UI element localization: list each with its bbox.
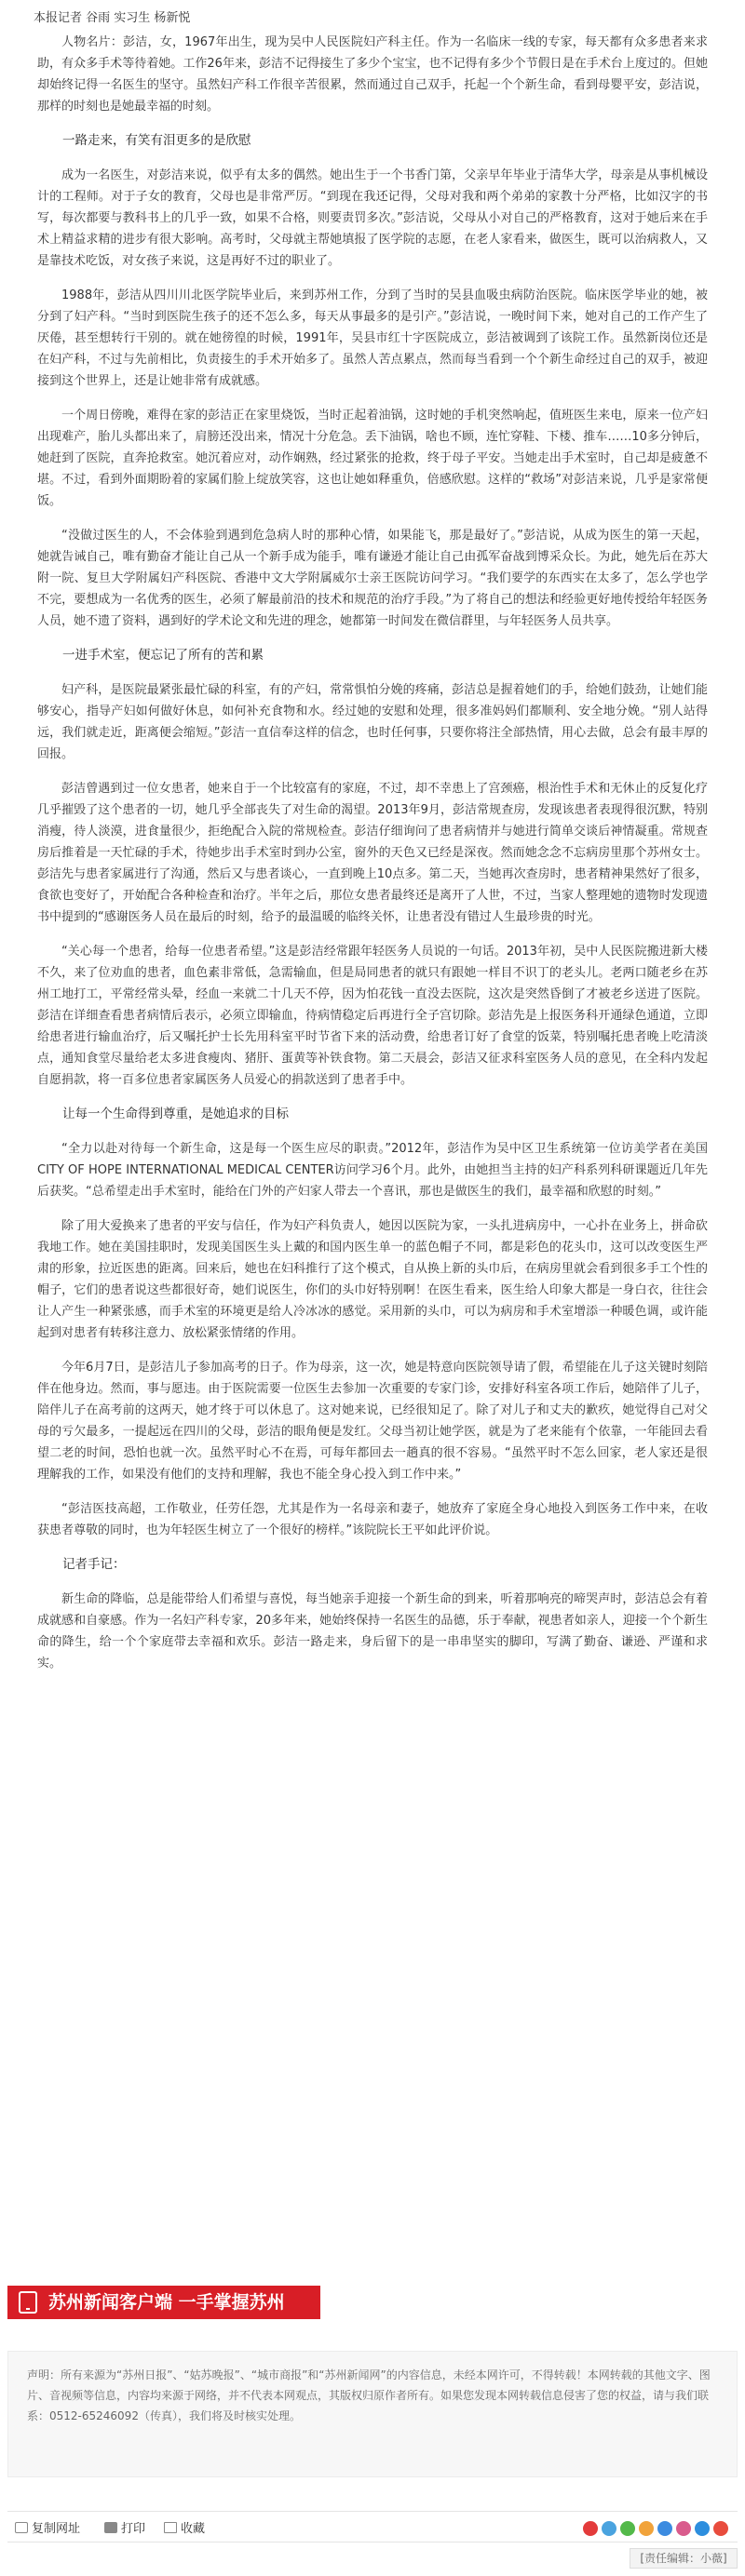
byline: 本报记者 谷雨 实习生 杨新悦 [34, 11, 191, 25]
share-icons [579, 2518, 728, 2535]
print-label: 打印 [121, 2522, 146, 2536]
share-icon[interactable] [620, 2521, 635, 2536]
phone-icon [19, 2291, 37, 2314]
disclaimer-box [7, 2351, 738, 2477]
share-icon[interactable] [713, 2521, 728, 2536]
disclaimer-text: 声明：所有来源为“苏州日报”、“姑苏晚报”、“城市商报”和“苏州新闻网”的内容信息，未经本网许可，不得转载！本网转载的其他文字、图片、音视频等信息，内容均来源于网络，并不代表本网观点，其版权归原作者所有。如果您发现本网转载信息侵害了您的权益，请与我们联系：0512-65246092（传真），我们将及时核实处理。 [27, 2368, 711, 2422]
article-paragraph: 新生命的降临，总是能带给人们希望与喜悦，每当她亲手迎接一个新生命的到来，听着那响亮的啼哭声时，彭洁总会有着成就感和自豪感。作为一名妇产科专家，20多年来，她始终保持一名医生的品德，乐于奉献，视患者如亲人，迎接一个个新生命的降生，给一个个家庭带去幸福和欢乐。彭洁一路走来，身后留下的是一串串坚实的脚印，写满了勤奋、谦逊、严谨和求实。 [37, 1592, 708, 1670]
favorite-label: 收藏 [181, 2522, 206, 2536]
copy-url-label: 复制网址 [32, 2522, 81, 2536]
responsible-editor: [责任编辑：小薇] [630, 2548, 738, 2569]
section-heading: 让每一个生命得到尊重，是她追求的目标 [62, 1107, 289, 1121]
section-heading: 记者手记： [62, 1557, 126, 1572]
article-paragraph: 1988年，彭洁从四川川北医学院毕业后，来到苏州工作，分到了当时的吴县血吸虫病防治医院。临床医学毕业的她，被分到了妇产科。“当时到医院生孩子的还不怎么多，每天从事最多的是引产。”彭洁说，一晚时间下来，她对自己的工作产生了厌倦，甚至想转行干别的。就在她徬徨的时候，1991年，吴县市红十字医院成立，彭洁被调到了该院工作。虽然新岗位还是在妇产科，不过与先前相比，负责接生的手术开始多了。虽然人苦点累点，然而每当看到一个个新生命经过自己的双手，被迎接到这个世界上，还是让她非常有成就感。 [37, 288, 708, 388]
article-paragraph: 除了用大爱换来了患者的平安与信任，作为妇产科负责人，她因以医院为家，一头扎进病房中，一心扑在业务上，拼命砍我地工作。她在美国挂职时，发现美国医生头上戴的和国内医生单一的蓝色帽子不同，都是彩色的花头巾，这可以改变医生严肃的形象，拉近医患的距离。回来后，她也在妇科推行了这个模式，自从换上新的头巾后，在病房里就会看到很多手工个性的帽子，它们的患者说这些都很好奇，她们说医生，你们的头巾好特别啊！在医生看来，医生给人印象大都是一身白衣，往往会让人产生一种紧张感，而手术室的环境更是给人冷冰冰的感觉。采用新的头巾，可以为病房和手术室增添一种暖色调，或许能起到对患者有转移注意力、放松紧张情绪的作用。 [37, 1219, 708, 1340]
share-icon[interactable] [639, 2521, 654, 2536]
article-paragraph: 人物名片：彭洁，女，1967年出生，现为吴中人民医院妇产科主任。作为一名临床一线的专家，每天都有众多患者来求助，有众多手术等待着她。工作26年来，彭洁不记得接生了多少个宝宝，也不记得有多少个节假日是在手术台上度过的。但她却始终记得一名医生的坚守。虽然妇产科工作很辛苦很累，然而通过自己双手，托起一个个新生命，看到母婴平安，彭洁说，那样的时刻也是她最幸福的时刻。 [37, 35, 708, 114]
copy-url-button[interactable] [15, 2518, 80, 2536]
article-paragraph: “关心每一个患者，给每一位患者希望。”这是彭洁经常跟年轻医务人员说的一句话。2013年初，吴中人民医院搬进新大楼不久，来了位劝血的患者，血色素非常低，急需输血，但是局同患者的就只有跟她一样目不识丁的老头儿。老两口随老乡在苏州工地打工，平常经常头晕，经血一来就二十几天不停，因为怕花钱一直没去医院，这次是突然昏倒了才被老乡送进了医院。彭洁在详细查看患者病情后表示，必须立即输血，待病情稳定后再进行全子宫切除。彭洁先是上报医务科开通绿色通道，立即给患者进行输血治疗，后又嘱托护士长先用科室平时节省下来的活动费，给患者订好了食堂的饭菜，特别嘱托患者晚上吃清淡点，通知食堂尽量给老太多进食瘦肉、猪肝、蛋黄等补铁食物。第二天晨会，彭洁又征求科室医务人员的意见，在全科内发起自愿捐款，将一百多位患者家属医务人员爱心的捐款送到了患者手中。 [37, 945, 708, 1087]
share-icon[interactable] [583, 2521, 598, 2536]
copy-icon [15, 2522, 28, 2533]
article-body [37, 32, 708, 1687]
share-icon[interactable] [695, 2521, 710, 2536]
article-paragraph: “没做过医生的人，不会体验到遇到危急病人时的那种心情，如果能飞，那是最好了。”彭洁说，从成为医生的第一天起，她就告诫自己，唯有勤奋才能让自己从一个新手成为能手，唯有谦逊才能让自己由孤军奋战到博采众长。为此，她先后在苏大附一院、复旦大学附属妇产科医院、香港中文大学附属威尔士亲王医院访问学习。“我们要学的东西实在太多了，怎么学也学不完，要想成为一名优秀的医生，必须了解最前沿的技术和规范的治疗手段。”为了将自己的想法和经验更好地传授给年轻医务人员，她不遗了资料，遇到好的学术论文和先进的理念，她都第一时间发在微信群里，与年轻医务人员共享。 [37, 529, 708, 628]
favorite-button[interactable] [164, 2518, 205, 2536]
article-paragraph: 妇产科，是医院最紧张最忙碌的科室，有的产妇，常常惧怕分娩的疼痛，彭洁总是握着她们的手，给她们鼓劲，让她们能够安心，指导产妇如何做好休息，如何补充食物和水。经过她的安慰和处理，很多准妈妈们都顺利、安全地分娩。“别人站得远，我们就走近，距离便会缩短。”彭洁一直信奉这样的信念，也时任何事，只要你将注全部热情，用心去做，总会有最丰厚的回报。 [37, 683, 708, 761]
bookmark-icon [164, 2522, 177, 2533]
article-paragraph: 今年6月7日，是彭洁儿子参加高考的日子。作为母亲，这一次，她是特意向医院领导请了假，希望能在儿子这关键时刻陪伴在他身边。然而，事与愿违。由于医院需要一位医生去参加一次重要的专家门诊，安排好科室各项工作后，她陪伴了儿子，陪伴儿子在高考前的这两天，她才终于可以休息了。这对她来说，已经很知足了。除了对儿子和丈夫的歉疚，她觉得自己对父母的亏欠最多，一提起远在四川的父母，彭洁的眼角便是发红。父母当初让她学医，就是为了老来能有个依靠，一年能回去看望二老的时间，恐怕也就一次。虽然平时心不在焉，可每年都回去一趟真的很不容易。“虽然平时不怎么回家，老人家还是很理解我的工作，如果没有他们的支持和理解，我也不能全身心投入到工作中来。” [37, 1361, 708, 1482]
article-paragraph: “全力以赴对待每一个新生命，这是每一个医生应尽的职责。”2012年，彭洁作为吴中区卫生系统第一位访美学者在美国 CITY OF HOPE INTERNATIONAL MEDICAL CENTER访问学习6个月。此外，由她担当主持的妇产科系列科研课题近几年先后获奖。“总希望走出手术室时，能给在门外的产妇家人带去一个喜讯，那也是做医生的我们，最幸福和欣慰的时刻。” [37, 1142, 708, 1199]
print-icon [104, 2522, 117, 2533]
article-paragraph: “彭洁医技高超，工作敬业，任劳任怨，尤其是作为一名母亲和妻子，她放弃了家庭全身心地投入到医务工作中来，在收获患者尊敬的同时，也为年轻医生树立了一个很好的榜样。”该院院长王平如此评价说。 [37, 1502, 708, 1537]
article-toolbar [7, 2511, 738, 2542]
section-heading: 一进手术室，便忘记了所有的苦和累 [62, 648, 264, 663]
share-icon[interactable] [602, 2521, 616, 2536]
app-download-banner[interactable] [7, 2286, 320, 2319]
article-paragraph: 一个周日傍晚，难得在家的彭洁正在家里烧饭，当时正起着油锅，这时她的手机突然响起，值班医生来电，原来一位产妇出现难产，胎儿头都出来了，肩膀还没出来，情况十分危急。丢下油锅，啥也不顾，连忙穿鞋、下楼、推车……10多分钟后，她赶到了医院，直奔抢救室。她沉着应对，动作娴熟，经过紧张的抢救，终于母子平安。当她走出手术室时，自己却是疲惫不堪。不过，看到外面期盼着的家属们脸上绽放笑容，这也让她如释重负，倍感欣慰。这样的“救场”对彭洁来说，几乎是家常便饭。 [37, 409, 708, 508]
article-paragraph: 成为一名医生，对彭洁来说，似乎有太多的偶然。她出生于一个书香门第，父亲早年毕业于清华大学，母亲是从事机械设计的工程师。对于子女的教育，父母也是非常严厉。“到现在我还记得，父母对我和两个弟弟的家教十分严格，比如汉字的书写，每次都要与教科书上的几乎一致，如果不合格，则要责罚多次。”彭洁说，父母从小对自己的严格教育，这对于她后来在手术上精益求精的进步有很大影响。高考时，父母就主帮她填报了医学院的志愿，在老人家看来，做医生，既可以治病救人，又是靠技术吃饭，对女孩子来说，这是再好不过的职业了。 [37, 168, 708, 268]
article-paragraph: 彭洁曾遇到过一位女患者，她来自于一个比较富有的家庭，不过，却不幸患上了宫颈癌，根治性手术和无休止的反复化疗几乎摧毁了这个患者的一切，她几乎全部丧失了对生命的渴望。2013年9月，彭洁常规查房，发现该患者表现得很沉默，特别消瘦，待人淡漠，进食量很少，拒绝配合入院的常规检查。彭洁仔细询问了患者病情并与她进行简单交谈后神情凝重。常规查房后推着是一天忙碌的手术，待她步出手术室时到办公室，窗外的天色又已经是深夜。然而她念念不忘病房里那个苏州女士。彭洁先与患者家属进行了沟通，然后又与患者谈心，一直到晚上10点多。第二天，当她再次查房时，患者精神果然好了很多，食欲也变好了，开始配合各种检查和治疗。半年之后，那位女患者最终还是离开了人世，不过，当家人整理她的遗物时发现遗书中提到的“感谢医务人员在最后的时刻，给予的最温暖的临终关怀，让患者没有错过人生最珍贵的时光。 [37, 782, 708, 924]
share-icon[interactable] [657, 2521, 672, 2536]
section-heading: 一路走来，有笑有泪更多的是欣慰 [62, 133, 251, 148]
share-icon[interactable] [676, 2521, 691, 2536]
banner-text: 苏州新闻客户端 一手掌握苏州 [48, 2292, 285, 2313]
print-button[interactable] [104, 2518, 145, 2536]
